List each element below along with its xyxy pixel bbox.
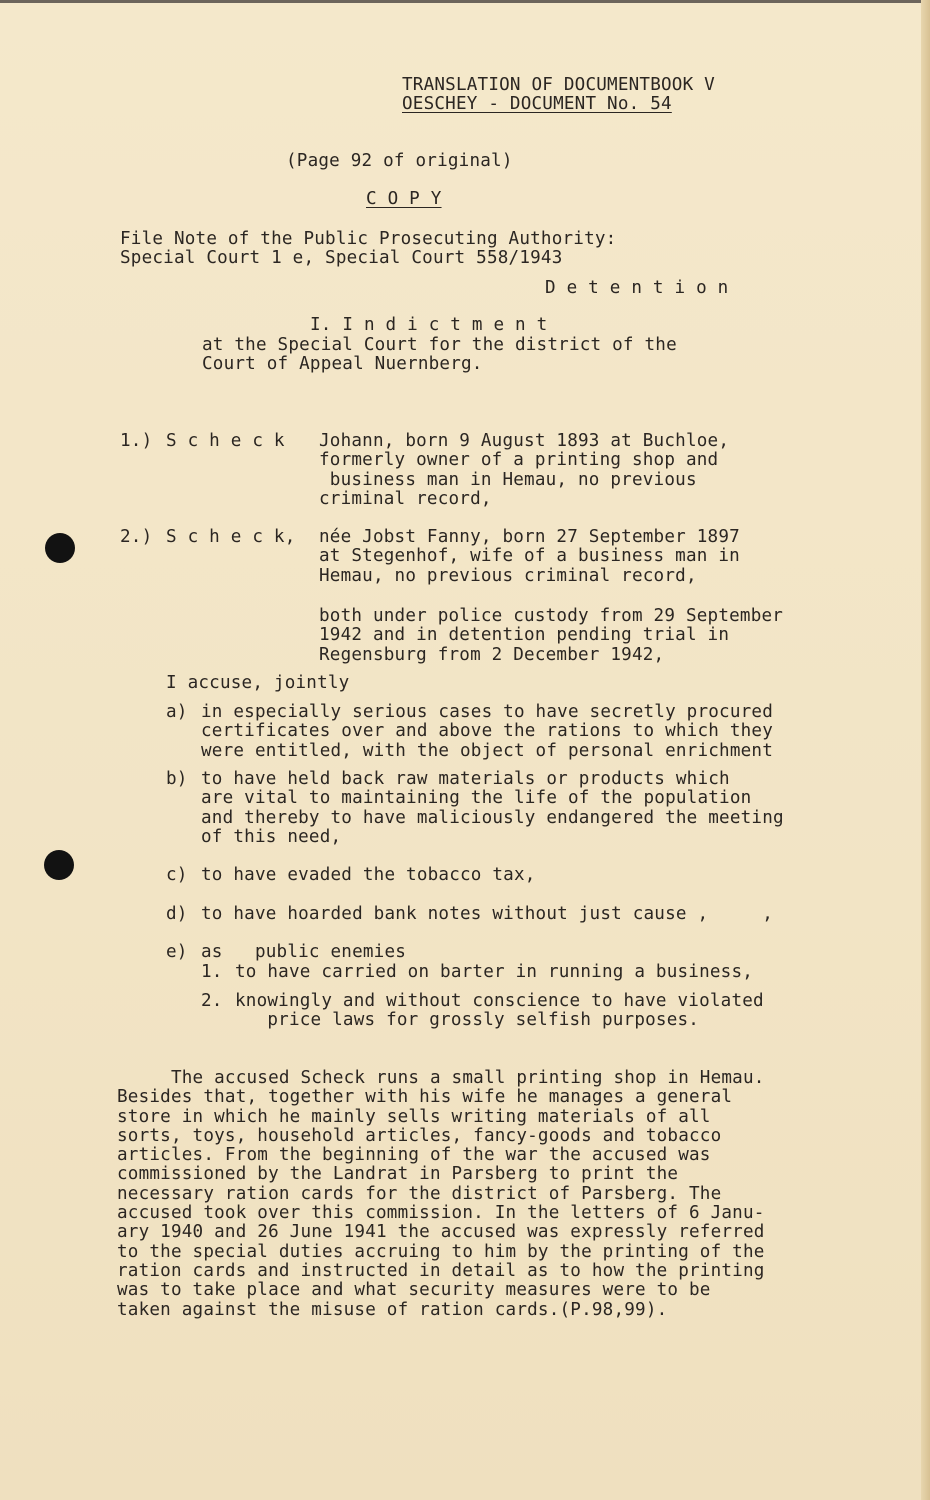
subcharge-2-text: knowingly and without conscience to have violated price laws for grossly selfish purposes. xyxy=(235,991,764,1031)
custody-statement: both under police custody from 29 September 1942 and in detention pending trial in Regensburg from 2 December 1942, xyxy=(319,606,784,665)
subcharge-1-text: to have carried on barter in running a business, xyxy=(235,962,754,982)
detention-label: D e t e n t i o n xyxy=(545,278,729,298)
paper-edge xyxy=(921,0,930,1500)
subcharge-1-number: 1. xyxy=(201,962,223,982)
charge-e-text: as public enemies xyxy=(201,942,407,962)
charge-c-text: to have evaded the tobacco tax, xyxy=(201,865,536,885)
accused-2-number: 2.) xyxy=(120,527,153,547)
body-paragraph: The accused Scheck runs a small printing shop in Hemau. Besides that, together with his wife he manages a general store in which he mainly sells writing materials of all sorts, toys, household articles, fancy-goods and tobacco articles. From the beginning of the war the accused was commissioned by the Landrat in Parsberg to print the necessary ration cards for the district of Parsberg. The accused took over this commission. In the letters of 6 Janu- ary 1940 and 26 June 1941 the accused was expressly referred to the special duties accruing to him by the printing of the ration cards and instructed in detail as to how the printing was to take place and what security measures were to be taken against the misuse of ration cards.(P.98,99). xyxy=(117,1068,765,1320)
accused-2-name: S c h e c k, xyxy=(166,527,296,547)
accused-1-number: 1.) xyxy=(120,431,153,451)
file-note-line2: Special Court 1 e, Special Court 558/1943 xyxy=(120,248,563,268)
punch-hole-2 xyxy=(44,850,74,880)
accused-2-details: née Jobst Fanny, born 27 September 1897 at Stegenhof, wife of a business man in Hemau, no previous criminal record, xyxy=(319,527,740,586)
page-reference: (Page 92 of original) xyxy=(286,151,513,171)
charge-c-letter: c) xyxy=(166,865,188,885)
accused-1-details: Johann, born 9 August 1893 at Buchloe, formerly owner of a printing shop and business man in Hemau, no previous criminal record, xyxy=(319,431,730,509)
header-document-number: OESCHEY - DOCUMENT No. 54 xyxy=(402,94,672,114)
charge-a-text: in especially serious cases to have secretly procured certificates over and above the rations to which they were entitled, with the object of personal enrichment xyxy=(201,702,773,761)
indictment-line2: Court of Appeal Nuernberg. xyxy=(202,354,483,374)
charge-b-letter: b) xyxy=(166,769,188,789)
header-title: TRANSLATION OF DOCUMENTBOOK V xyxy=(402,75,715,95)
accused-1-name: S c h e c k xyxy=(166,431,285,451)
charge-e-letter: e) xyxy=(166,942,188,962)
indictment-heading: I. I n d i c t m e n t xyxy=(310,315,548,335)
punch-hole-1 xyxy=(45,533,75,563)
charge-d-letter: d) xyxy=(166,904,188,924)
accuse-intro: I accuse, jointly xyxy=(166,673,350,693)
subcharge-2-number: 2. xyxy=(201,991,223,1011)
charge-b-text: to have held back raw materials or products which are vital to maintaining the life of the population and thereby to have maliciously endangered the meeting of this need, xyxy=(201,769,784,847)
file-note-line1: File Note of the Public Prosecuting Authority: xyxy=(120,229,617,249)
charge-d-text: to have hoarded bank notes without just cause , , xyxy=(201,904,773,924)
indictment-line1: at the Special Court for the district of the xyxy=(202,335,677,355)
top-edge xyxy=(0,0,930,3)
copy-label: C O P Y xyxy=(366,189,442,209)
charge-a-letter: a) xyxy=(166,702,188,722)
